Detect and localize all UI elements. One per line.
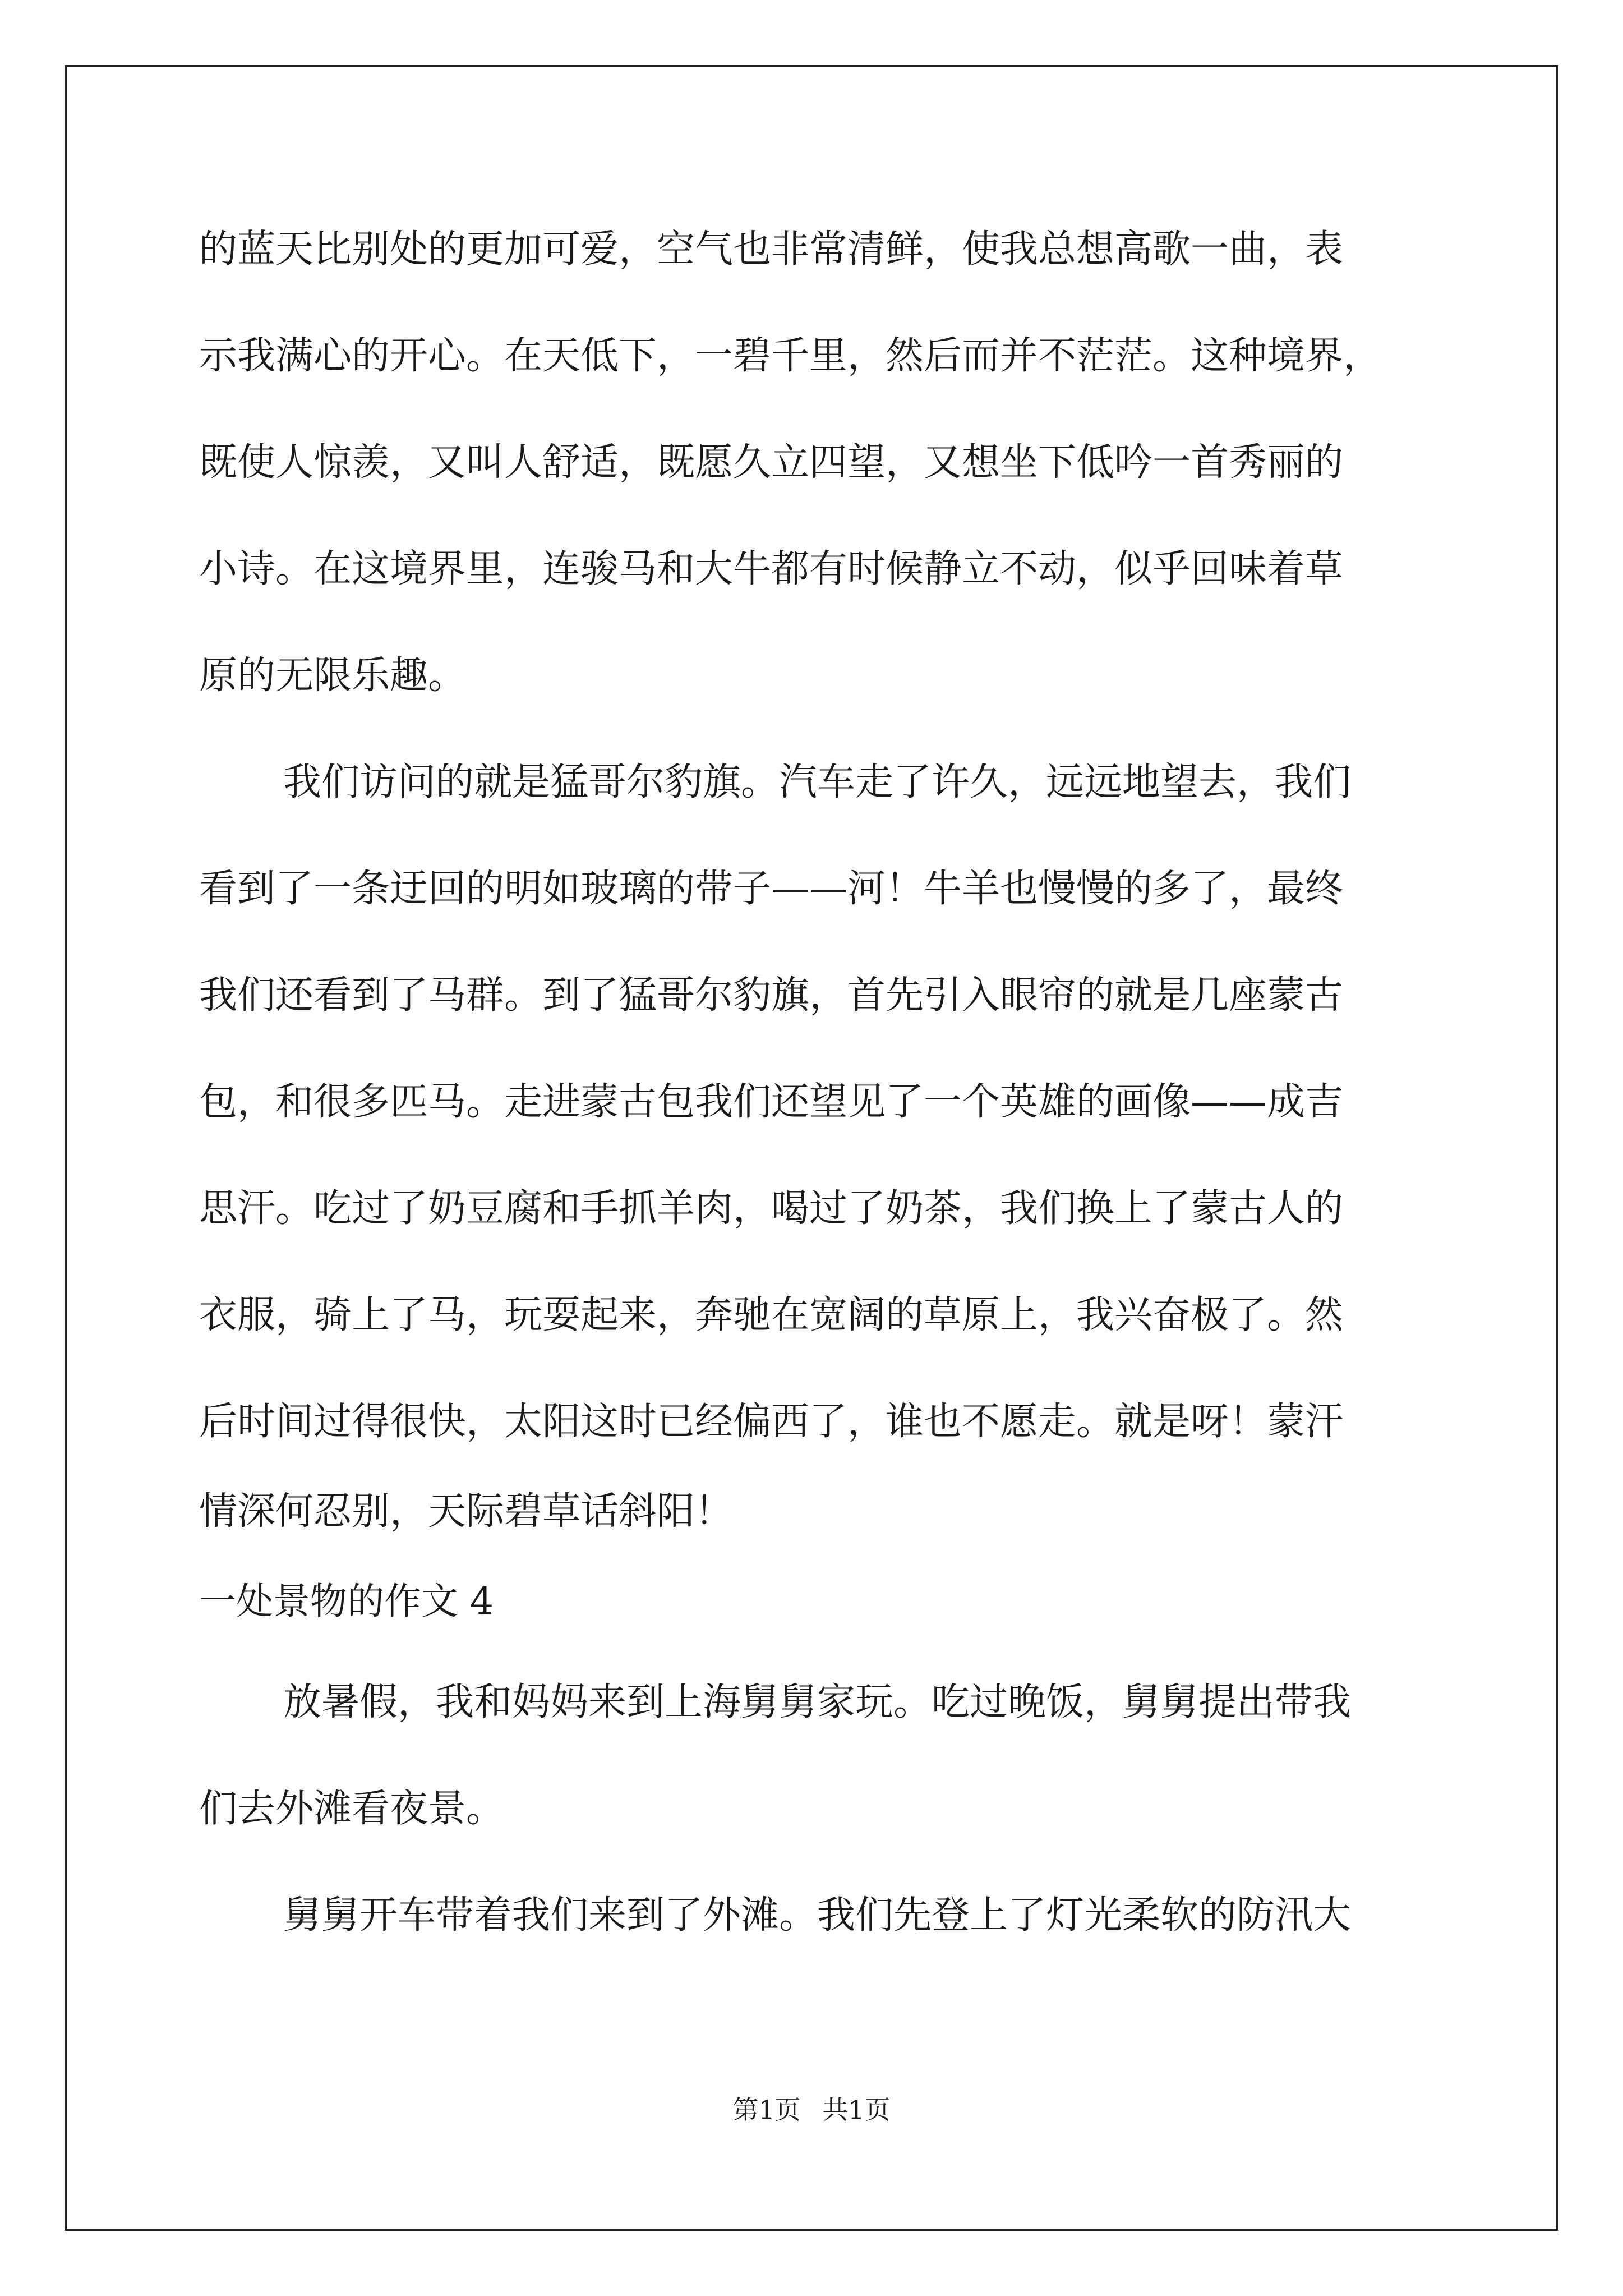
section-heading: 一处景物的作文 4: [199, 1580, 494, 1623]
page-footer: [0, 2087, 1623, 2132]
paragraph-start-line: 放暑假，我和妈妈来到上海舅舅家玩。吃过晚饭，舅舅提出带我: [283, 1680, 1352, 1724]
text-line: 原的无限乐趣。: [199, 654, 467, 698]
text-line: 示我满心的开心。在天低下，一碧千里，然后而并不茫茫。这种境界，: [199, 334, 1382, 378]
text-line: 们去外滩看夜景。: [199, 1787, 505, 1831]
text-line: 思汗。吃过了奶豆腐和手抓羊肉，喝过了奶茶，我们换上了蒙古人的: [199, 1186, 1344, 1231]
paragraph-start-line: 舅舅开车带着我们来到了外滩。我们先登上了灯光柔软的防汛大: [283, 1893, 1352, 1938]
text-line: 包，和很多匹马。走进蒙古包我们还望见了一个英雄的画像——成吉: [199, 1080, 1344, 1124]
text-line: 后时间过得很快，太阳这时已经偏西了，谁也不愿走。就是呀！蒙汗: [199, 1400, 1344, 1444]
text-line: 衣服，骑上了马，玩耍起来，奔驰在宽阔的草原上，我兴奋极了。然: [199, 1293, 1344, 1337]
paragraph-start-line: 我们访问的就是猛哥尔豹旗。汽车走了许久，远远地望去，我们: [283, 760, 1352, 804]
text-line: 看到了一条迂回的明如玻璃的带子——河！牛羊也慢慢的多了，最终: [199, 867, 1344, 911]
text-line: 情深何忍别，天际碧草话斜阳！: [199, 1489, 734, 1534]
page-number-current: 第1页: [732, 2095, 801, 2125]
text-line: 的蓝天比别处的更加可爱，空气也非常清鲜，使我总想高歌一曲，表: [199, 227, 1344, 272]
text-line: 既使人惊羡，又叫人舒适，既愿久立四望，又想坐下低吟一首秀丽的: [199, 440, 1344, 485]
text-line: 我们还看到了马群。到了猛哥尔豹旗，首先引入眼帘的就是几座蒙古: [199, 973, 1344, 1018]
page-number-total: 共1页: [822, 2095, 891, 2125]
text-line: 小诗。在这境界里，连骏马和大牛都有时候静立不动，似乎回味着草: [199, 547, 1344, 591]
